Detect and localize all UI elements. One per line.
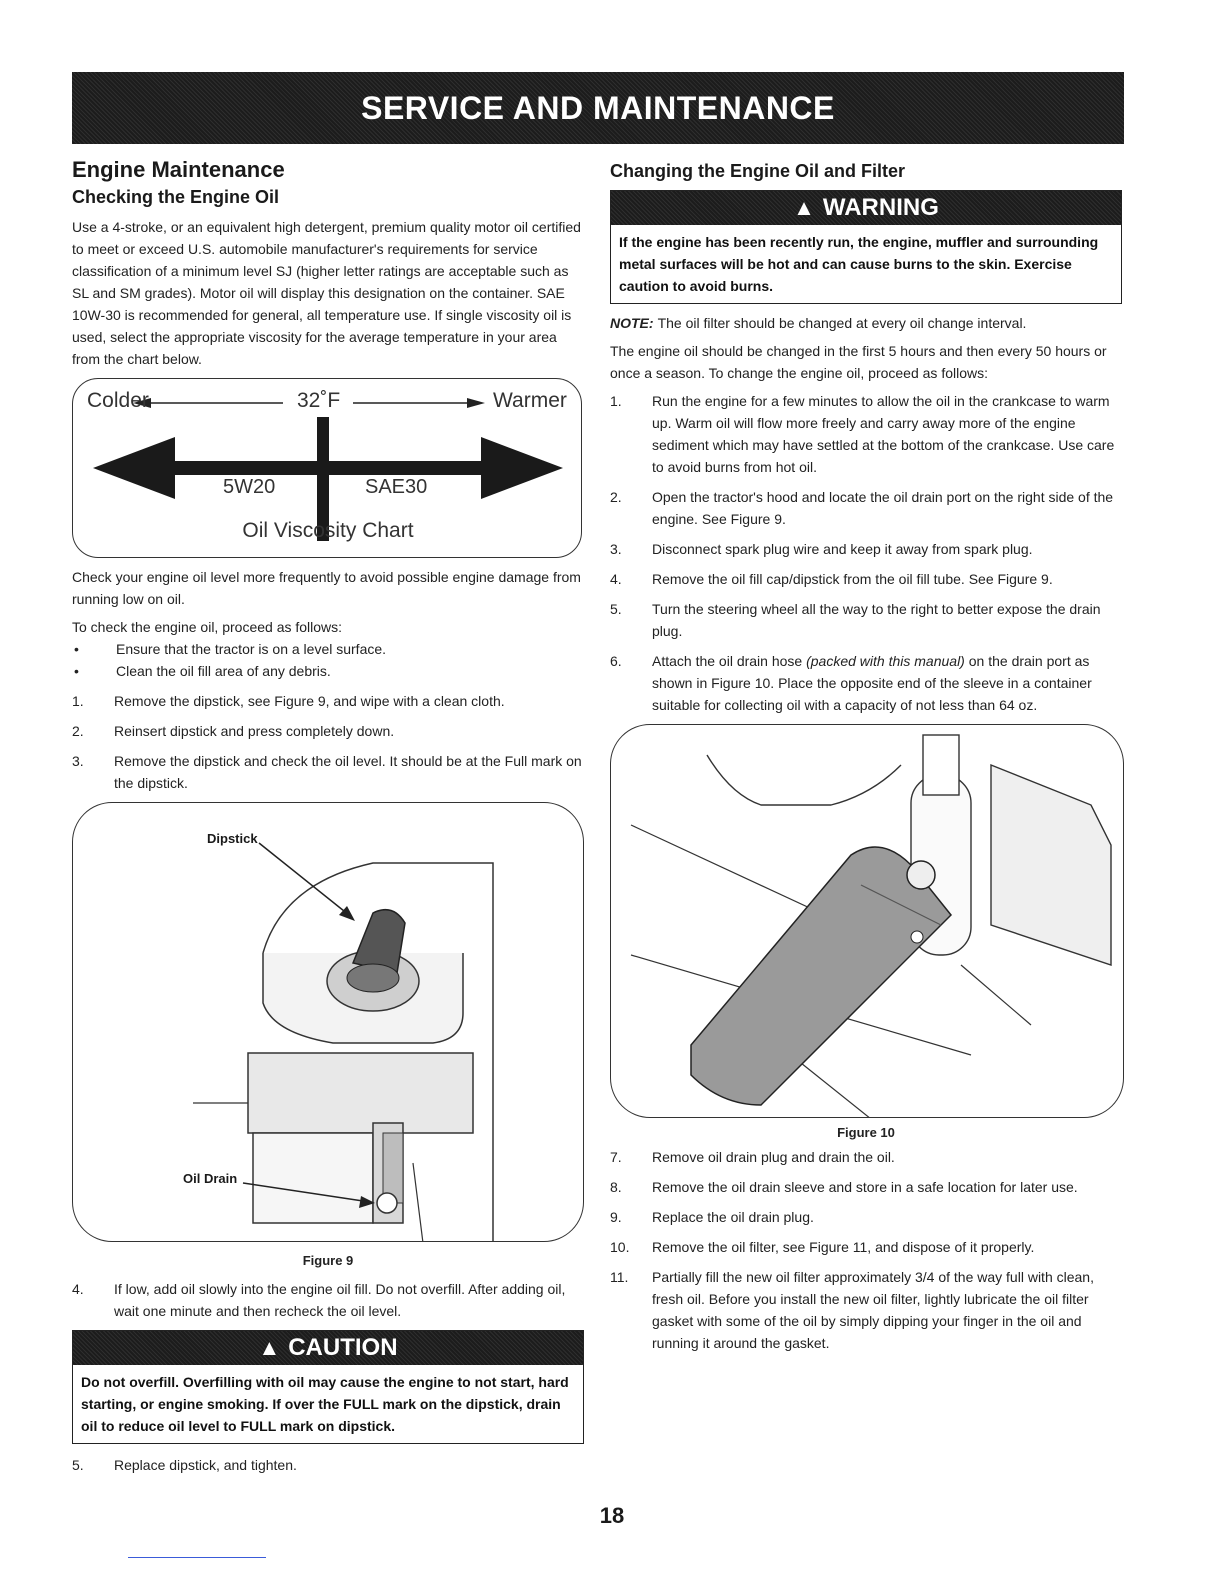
viscosity-chart-caption: Oil Viscosity Chart [242, 519, 414, 542]
oil-change-intro: The engine oil should be changed in the first 5 hours and then every 50 hours or once a season. To change the engine oil, proceed as follows: [610, 343, 1107, 381]
caution-title: CAUTION [288, 1334, 398, 1361]
step-text: Partially fill the new oil filter approximately 3/4 of the way full with clean, fresh oil. Before you install the new oil filter, lightly lubricate the oil filter gasket with some of the oil by simply dipping your finger in the oil and running it around the gasket. [652, 1269, 1094, 1351]
right-range-arrowhead [481, 437, 563, 499]
range-arrow-shaft [173, 461, 483, 475]
grade-5w20-label: 5W20 [223, 476, 276, 498]
note-text: The oil filter should be changed at every oil change interval. [657, 315, 1027, 331]
bullet-mark: • [74, 663, 79, 679]
step-item [610, 1266, 1122, 1354]
step-item [72, 750, 584, 794]
bullet-text: Clean the oil fill area of any debris. [116, 663, 331, 679]
step-number: 2. [610, 489, 622, 505]
step-number: 7. [610, 1149, 622, 1165]
caution-header [73, 1331, 583, 1365]
step6-text-post: on the drain port as shown in Figure 10. Place the opposite end of the sleeve in a container suitable for collecting oil with a capacity of not less than 64 oz. [652, 653, 1092, 713]
step-number: 1. [610, 393, 622, 409]
subsection-title: Checking the Engine Oil [72, 187, 280, 207]
step-number: 4. [72, 1281, 84, 1297]
figure-10-box [610, 724, 1124, 1118]
step-text: Replace the oil drain plug. [652, 1209, 814, 1225]
step-number: 5. [72, 1457, 84, 1473]
step-item [610, 486, 1122, 530]
oil-intro-paragraph: Use a 4-stroke, or an equivalent high detergent, premium quality motor oil certified to meet or exceed U.S. automobile manufacturer's requirements for service classification of a minimum level SJ (higher letter ratings are acceptable such as SL and SM grades). Motor oil will display this designation on the container. SAE 10W-30 is recommended for general, all temperature use. If single viscosity oil is used, select the appropriate viscosity for the average temperature in your area from the chart below. [72, 219, 581, 367]
section-title: Engine Maintenance [72, 157, 285, 182]
step-item [72, 1278, 584, 1322]
colder-label: Colder [87, 389, 149, 412]
step-number: 1. [72, 693, 84, 709]
subsection-title: Changing the Engine Oil and Filter [610, 161, 906, 181]
grade-sae30-label: SAE30 [365, 476, 428, 498]
check-level-paragraph: Check your engine oil level more frequently to avoid possible engine damage from running low on oil. [72, 569, 581, 607]
step-item [610, 568, 1122, 590]
warmer-label: Warmer [493, 389, 567, 412]
step-item [610, 390, 1122, 478]
step-item [610, 598, 1122, 642]
step-text [652, 650, 1122, 716]
oil-drain-callout: Oil Drain [183, 1171, 238, 1186]
step-item [610, 538, 1122, 560]
note-line [610, 312, 1122, 334]
bullet-mark: • [74, 641, 79, 657]
oil-viscosity-chart [72, 378, 582, 558]
footer-rule [128, 1557, 266, 1558]
step-number: 3. [610, 541, 622, 557]
step-text: Open the tractor's hood and locate the oil drain port on the right side of the engine. See Figure 9. [652, 489, 1114, 527]
step-text: Remove the oil filter, see Figure 11, and dispose of it properly. [652, 1239, 1035, 1255]
temperature-label: 32˚F [297, 389, 341, 412]
procedure-intro: To check the engine oil, proceed as follows: [72, 619, 343, 635]
step-item [610, 1236, 1122, 1258]
step-item [610, 1176, 1122, 1198]
step-number: 6. [610, 653, 622, 669]
figure-9-box [72, 802, 584, 1242]
step-number: 3. [72, 753, 84, 769]
step-item [72, 1454, 584, 1476]
step-number: 10. [610, 1239, 630, 1255]
list-item [72, 660, 584, 682]
engine-dipstick-illustration [73, 803, 584, 1242]
banner-title: SERVICE AND MAINTENANCE [361, 89, 835, 126]
step-number: 9. [610, 1209, 622, 1225]
step-item [72, 690, 584, 712]
step-text: Reinsert dipstick and press completely down. [114, 723, 395, 739]
step-text: Remove the dipstick and check the oil level. It should be at the Full mark on the dipstick. [114, 753, 582, 791]
step-item [72, 720, 584, 742]
list-item [72, 638, 584, 660]
step6-text-italic: (packed with this manual) [806, 653, 965, 669]
step-number: 5. [610, 601, 622, 617]
note-label: NOTE: [610, 315, 654, 331]
step-text: Remove the oil drain sleeve and store in a safe location for later use. [652, 1179, 1078, 1195]
step-number: 4. [610, 571, 622, 587]
dipstick-callout: Dipstick [207, 831, 258, 846]
caution-box [72, 1330, 584, 1444]
oil-drain-sleeve-illustration [611, 725, 1124, 1118]
warmer-arrow-head [467, 398, 485, 408]
warning-triangle-icon: ▲ [793, 195, 815, 220]
step-number: 11. [610, 1269, 629, 1285]
bullet-text: Ensure that the tractor is on a level surface. [116, 641, 387, 657]
step-item [610, 650, 1122, 716]
figure-9-caption: Figure 9 [302, 1253, 354, 1268]
warning-title: WARNING [822, 194, 939, 221]
step-text: Remove oil drain plug and drain the oil. [652, 1149, 895, 1165]
step-text: Run the engine for a few minutes to allow the oil in the crankcase to warm up. Warm oil will flow more freely and carry away more of the engine sediment which may have settled at the bottom of the crankcase. Use care to avoid burns from hot oil. [652, 393, 1115, 475]
step-item [610, 1206, 1122, 1228]
section-banner [72, 72, 1124, 144]
step-text: Remove the dipstick, see Figure 9, and wipe with a clean cloth. [114, 693, 505, 709]
step-item [610, 1146, 1122, 1168]
warning-header [611, 191, 1121, 225]
page-number: 18 [599, 1503, 625, 1528]
warning-triangle-icon: ▲ [258, 1335, 281, 1360]
left-range-arrowhead [93, 437, 175, 499]
warning-box [610, 190, 1122, 304]
caution-text: Do not overfill. Overfilling with oil may cause the engine to not start, hard starting, or engine smoking. If over the FULL mark on the dipstick, drain oil to reduce oil level to FULL mark on dipstick. [81, 1374, 569, 1434]
step-text: Disconnect spark plug wire and keep it away from spark plug. [652, 541, 1033, 557]
step-number: 8. [610, 1179, 622, 1195]
warning-text: If the engine has been recently run, the engine, muffler and surrounding metal surfaces will be hot and can cause burns to the skin. Exercise caution to avoid burns. [619, 234, 1099, 294]
step6-text-pre: Attach the oil drain hose [652, 653, 807, 669]
step-text: If low, add oil slowly into the engine oil fill. Do not overfill. After adding oil, wait one minute and then recheck the oil level. [114, 1281, 566, 1319]
left-column [72, 156, 584, 1484]
right-column [610, 156, 1122, 1362]
step-text: Replace dipstick, and tighten. [114, 1457, 297, 1473]
figure-10-caption: Figure 10 [837, 1125, 895, 1140]
step-text: Remove the oil fill cap/dipstick from the oil fill tube. See Figure 9. [652, 571, 1053, 587]
step-text: Turn the steering wheel all the way to the right to better expose the drain plug. [652, 601, 1101, 639]
step-number: 2. [72, 723, 84, 739]
